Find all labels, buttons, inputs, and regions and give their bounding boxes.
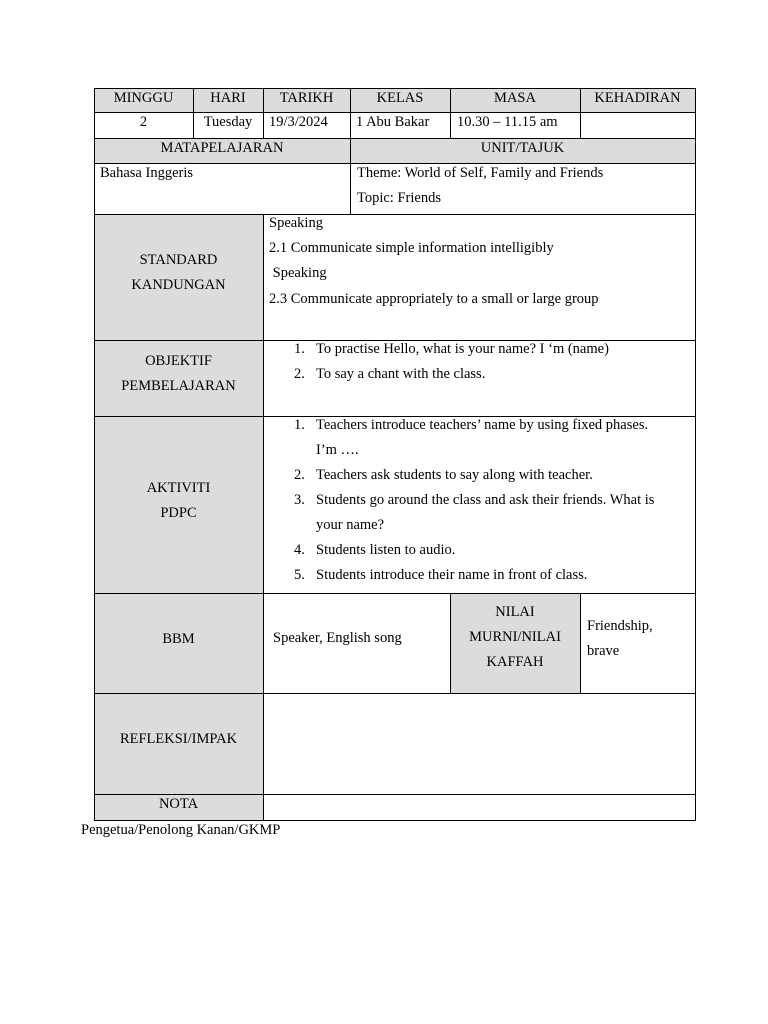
list-text-continued: your name? — [316, 517, 385, 533]
unit-topic: Topic: Friends — [357, 190, 441, 206]
nilai-value-line2: brave — [587, 643, 620, 659]
list-item — [294, 538, 654, 563]
unit-theme: Theme: World of Self, Family and Friends — [357, 165, 604, 181]
table-border — [94, 214, 696, 215]
value-tarikh: 19/3/2024 — [269, 114, 328, 130]
value-minggu: 2 — [139, 114, 148, 130]
value-masa: 10.30 – 11.15 am — [457, 114, 558, 130]
matapelajaran-value: Bahasa Inggeris — [100, 165, 194, 181]
list-text: Teachers introduce teachers’ name by using fixed phases. — [316, 417, 649, 433]
header-minggu: MINGGU — [113, 90, 174, 106]
signature-footer: Pengetua/Penolong Kanan/GKMP — [81, 822, 281, 838]
list-item — [294, 337, 609, 362]
bbm-label: BBM — [162, 630, 195, 647]
header-masa: MASA — [494, 90, 536, 106]
nota-label: NOTA — [158, 796, 199, 812]
nilai-label — [450, 600, 580, 675]
unit-label: UNIT/TAJUK — [480, 140, 565, 156]
header-tarikh: TARIKH — [279, 90, 334, 106]
list-number: 3. — [294, 492, 305, 508]
standard-line-1: Speaking — [269, 215, 323, 231]
list-text: Students introduce their name in front of class. — [316, 567, 588, 583]
standard-line-4: 2.3 Communicate appropriately to a small or large group — [269, 291, 599, 307]
aktiviti-label-line1: AKTIVITI — [146, 480, 211, 496]
list-text: To practise Hello, what is your name? I ‘m (name) — [316, 341, 609, 357]
table-border — [580, 593, 581, 693]
list-text: Students go around the class and ask their friends. What is — [316, 492, 655, 508]
objektif-label-line2: PEMBELAJARAN — [121, 378, 236, 394]
list-number: 4. — [294, 542, 305, 558]
list-number: 2. — [294, 366, 305, 382]
aktiviti-list — [294, 413, 654, 588]
standard-label-line2: KANDUNGAN — [131, 277, 226, 293]
objektif-label-line1: OBJEKTIF — [145, 353, 212, 369]
list-item — [294, 362, 609, 387]
matapelajaran-label: MATAPELAJARAN — [160, 140, 284, 156]
list-text: Teachers ask students to say along with teacher. — [316, 467, 593, 483]
value-kelas: 1 Abu Bakar — [356, 114, 430, 130]
list-text-continued: I’m …. — [316, 442, 359, 458]
table-border — [695, 88, 696, 821]
nilai-label-line1: NILAI — [495, 604, 535, 620]
objektif-label — [94, 349, 263, 399]
list-item — [294, 413, 654, 463]
aktiviti-label — [94, 476, 263, 526]
standard-label — [94, 248, 263, 298]
list-number: 5. — [294, 567, 305, 583]
list-text: To say a chant with the class. — [316, 366, 486, 382]
table-border — [263, 214, 264, 821]
aktiviti-label-line2: PDPC — [160, 505, 197, 521]
nilai-value-line1: Friendship, — [587, 618, 653, 634]
refleksi-label: REFLEKSI/IMPAK — [119, 731, 238, 747]
value-hari: Tuesday — [203, 114, 253, 130]
list-item — [294, 488, 654, 538]
list-number: 2. — [294, 467, 305, 483]
standard-label-line1: STANDARD — [139, 252, 218, 268]
nilai-label-line2: MURNI/NILAI — [469, 629, 561, 645]
header-hari: HARI — [210, 90, 246, 106]
header-kelas: KELAS — [376, 90, 424, 106]
standard-line-2: 2.1 Communicate simple information intelligibly — [269, 240, 554, 256]
bbm-value: Speaker, English song — [273, 630, 402, 646]
list-item — [294, 463, 654, 488]
list-number: 1. — [294, 341, 305, 357]
list-text: Students listen to audio. — [316, 542, 456, 558]
nilai-label-line3: KAFFAH — [486, 654, 544, 670]
list-number: 1. — [294, 417, 305, 433]
header-kehadiran: KEHADIRAN — [594, 90, 681, 106]
objektif-list — [294, 337, 609, 387]
list-item — [294, 563, 654, 588]
standard-line-3: Speaking — [269, 265, 327, 281]
